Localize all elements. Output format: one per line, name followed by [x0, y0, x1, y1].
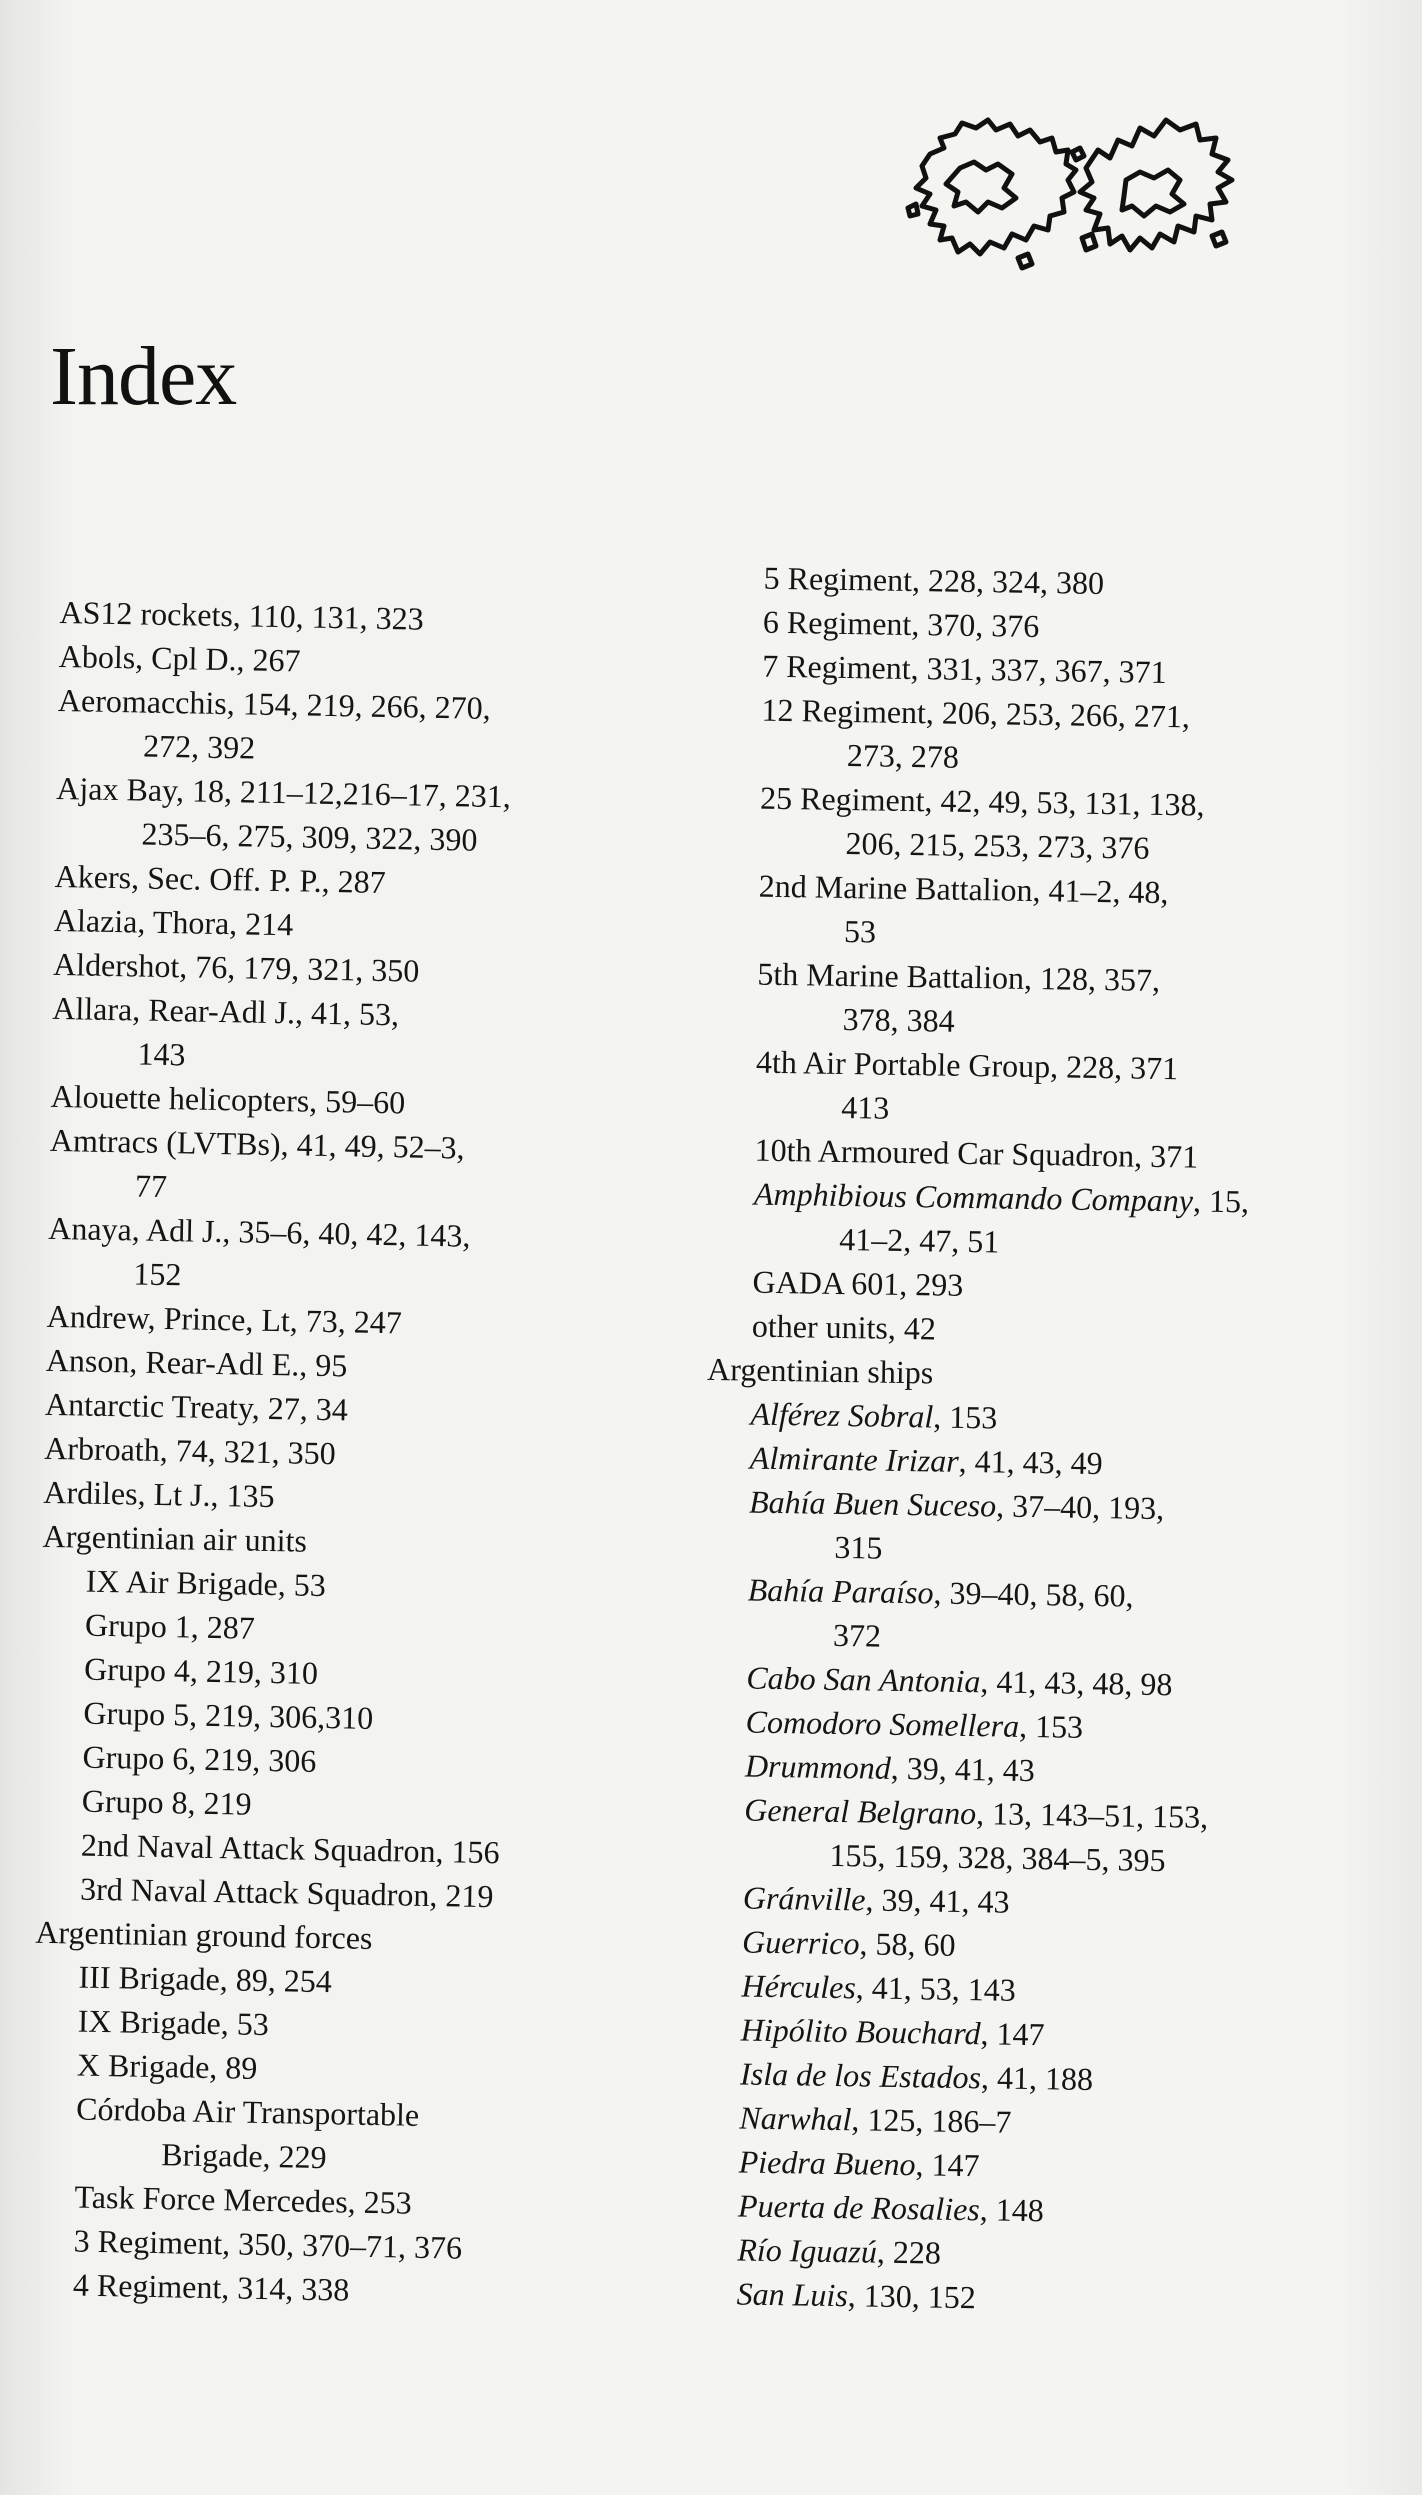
- entry-text: 25 Regiment, 42, 49, 53, 131, 138,: [759, 779, 1205, 823]
- index-entry: [49, 1118, 513, 1214]
- entry-text: Allara, Rear-Adl J., 41, 53,: [52, 989, 400, 1033]
- entry-italic-name: Narwhal: [739, 2099, 852, 2138]
- entry-text: 3 Regiment, 350, 370–71, 376: [73, 2222, 463, 2266]
- entry-text: Grupo 4, 219, 310: [83, 1650, 319, 1691]
- entry-italic-name: Piedra Bueno: [738, 2143, 916, 2183]
- entry-text: , 130, 152: [847, 2277, 977, 2316]
- index-entry: [741, 1964, 1237, 2016]
- entry-text: 41–2, 47, 51: [838, 1220, 1000, 1260]
- index-entry: [51, 986, 515, 1082]
- entry-text: Argentinian ground forces: [35, 1913, 373, 1956]
- entry-text: Argentinian ships: [706, 1350, 934, 1391]
- entry-text: Antarctic Treaty, 27, 34: [44, 1385, 349, 1428]
- entry-text: , 39, 41, 43: [865, 1881, 1010, 1920]
- index-entry: [740, 2052, 1236, 2104]
- entry-text: , 39, 41, 43: [890, 1749, 1036, 1789]
- entry-italic-name: Puerta de Rosalies: [737, 2187, 981, 2228]
- entry-text: 3rd Naval Attack Squadron, 219: [79, 1870, 494, 1915]
- entry-text: 378, 384: [842, 1000, 955, 1039]
- index-entry: [756, 952, 1252, 1048]
- entry-text: , 15,: [1192, 1182, 1250, 1220]
- entry-text: 5th Marine Battalion, 128, 357,: [757, 955, 1161, 998]
- entry-italic-name: Bahía Paraíso: [747, 1571, 934, 1611]
- entry-text: Aeromacchis, 154, 219, 266, 270,: [57, 681, 492, 726]
- index-entry: [745, 1744, 1241, 1796]
- entry-text: 413: [841, 1088, 890, 1126]
- page-title: Index: [50, 330, 237, 423]
- entry-text: 5 Regiment, 228, 324, 380: [763, 559, 1105, 602]
- entry-text: , 13, 143–51, 153,: [975, 1795, 1209, 1835]
- index-entry: [763, 556, 1259, 608]
- entry-italic-name: Gránville: [742, 1879, 866, 1918]
- entry-text: 143: [137, 1035, 186, 1073]
- entry-italic-name: Hipólito Bouchard: [740, 2011, 981, 2052]
- entry-text: Ajax Bay, 18, 211–12,216–17, 231,: [56, 769, 512, 815]
- index-entry: [31, 2086, 495, 2182]
- entry-text: , 58, 60: [859, 1925, 956, 1963]
- entry-text: IX Air Brigade, 53: [85, 1562, 327, 1604]
- entry-text: 4 Regiment, 314, 338: [72, 2266, 350, 2308]
- entry-italic-name: Alférez Sobral: [750, 1395, 934, 1435]
- entry-text: 53: [843, 912, 877, 950]
- entry-text: 235–6, 275, 309, 322, 390: [141, 815, 478, 858]
- index-entry: [752, 1260, 1248, 1312]
- entry-text: Alazia, Thora, 214: [53, 901, 294, 943]
- entry-text: , 147: [980, 2015, 1045, 2053]
- entry-text: AS12 rockets, 110, 131, 323: [59, 593, 424, 637]
- entry-text: Grupo 8, 219: [81, 1782, 252, 1822]
- index-entry: [759, 776, 1255, 872]
- entry-italic-name: Amphibious Commando Company: [753, 1175, 1194, 1219]
- index-entry: [758, 864, 1254, 960]
- index-entry: [763, 600, 1259, 652]
- entry-italic-name: Almirante Irizar: [749, 1439, 959, 1479]
- index-column-right: [692, 555, 1259, 2323]
- index-entry: [762, 644, 1258, 696]
- index-entry: [57, 678, 521, 774]
- entry-italic-name: Guerrico: [741, 1923, 860, 1962]
- entry-text: 155, 159, 328, 384–5, 395: [829, 1836, 1166, 1879]
- entry-italic-name: Bahía Buen Suceso: [748, 1483, 997, 1524]
- index-entry: [746, 1656, 1242, 1708]
- index-entry: [736, 2271, 1232, 2323]
- index-entry: [761, 688, 1257, 784]
- index-entry: [752, 1304, 1248, 1356]
- entry-text: , 125, 186–7: [851, 2101, 1012, 2140]
- entry-italic-name: Comodoro Somellera: [745, 1703, 1020, 1744]
- index-entry: [739, 2096, 1235, 2148]
- entry-text: other units, 42: [751, 1307, 937, 1347]
- entry-text: Grupo 6, 219, 306: [82, 1738, 317, 1779]
- entry-text: Amtracs (LVTBs), 41, 49, 52–3,: [49, 1121, 465, 1166]
- entry-text: Anaya, Adl J., 35–6, 40, 42, 143,: [47, 1209, 471, 1254]
- entry-text: 206, 215, 253, 273, 376: [845, 825, 1150, 866]
- index-entry: [737, 2227, 1233, 2279]
- index-entry: [55, 766, 519, 862]
- entry-text: , 148: [979, 2191, 1045, 2229]
- index-entry: [750, 1392, 1246, 1444]
- index-entry: [748, 1480, 1244, 1576]
- entry-text: Grupo 5, 219, 306,310: [83, 1694, 374, 1736]
- entry-text: 2nd Marine Battalion, 41–2, 48,: [758, 867, 1169, 911]
- index-entry: [740, 2008, 1236, 2060]
- entry-text: Arbroath, 74, 321, 350: [43, 1429, 337, 1472]
- entry-text: , 41, 53, 143: [855, 1969, 1017, 2008]
- entry-text: , 153: [1018, 1707, 1084, 1745]
- entry-text: 12 Regiment, 206, 253, 266, 271,: [761, 691, 1191, 735]
- entry-text: Córdoba Air Transportable: [75, 2090, 420, 2133]
- index-entry: [738, 2183, 1234, 2235]
- entry-text: 2nd Naval Attack Squadron, 156: [80, 1826, 500, 1871]
- entry-text: 7 Regiment, 331, 337, 367, 371: [761, 647, 1167, 691]
- entry-text: Brigade, 229: [161, 2136, 327, 2176]
- entry-text: , 147: [915, 2146, 980, 2184]
- entry-italic-name: General Belgrano: [744, 1791, 977, 1832]
- index-entry: [755, 1040, 1251, 1136]
- entry-italic-name: Isla de los Estados: [739, 2055, 982, 2096]
- index-entry: [753, 1172, 1249, 1268]
- index-entry: [743, 1876, 1239, 1928]
- entry-text: , 228: [876, 2233, 942, 2271]
- entry-text: , 41, 43, 48, 98: [980, 1663, 1173, 1703]
- entry-text: Akers, Sec. Off. P. P., 287: [54, 857, 387, 901]
- entry-text: Andrew, Prince, Lt, 73, 247: [46, 1297, 403, 1341]
- entry-text: 10th Armoured Car Squadron, 371: [754, 1131, 1199, 1175]
- entry-text: IX Brigade, 53: [77, 2002, 270, 2043]
- entry-text: Alouette helicopters, 59–60: [50, 1077, 406, 1121]
- entry-text: , 37–40, 193,: [995, 1487, 1165, 1527]
- entry-italic-name: Río Iguazú: [737, 2231, 878, 2270]
- entry-text: , 41, 188: [980, 2059, 1094, 2098]
- entry-text: , 41, 43, 49: [958, 1442, 1103, 1482]
- entry-text: Anson, Rear-Adl E., 95: [45, 1341, 348, 1384]
- entry-text: III Brigade, 89, 254: [78, 1958, 333, 2000]
- entry-text: 272, 392: [142, 727, 256, 766]
- entry-italic-name: Drummond: [744, 1747, 892, 1786]
- entry-text: 152: [133, 1255, 182, 1293]
- entry-text: Aldershot, 76, 179, 321, 350: [52, 945, 420, 989]
- entry-italic-name: San Luis: [736, 2275, 849, 2314]
- entry-text: Task Force Mercedes, 253: [74, 2178, 413, 2221]
- index-entry: [738, 2139, 1234, 2191]
- entry-text: Grupo 1, 287: [84, 1606, 256, 1646]
- entry-text: , 153: [933, 1398, 998, 1436]
- index-entry: [29, 2262, 492, 2314]
- entry-text: X Brigade, 89: [76, 2046, 258, 2086]
- entry-text: 273, 278: [846, 737, 960, 775]
- index-entry: [743, 1788, 1239, 1884]
- entry-text: , 39–40, 58, 60,: [933, 1574, 1134, 1614]
- index-entry: [745, 1700, 1241, 1752]
- entry-text: Abols, Cpl D., 267: [58, 637, 301, 679]
- entry-text: 77: [134, 1167, 168, 1205]
- entry-text: 6 Regiment, 370, 376: [762, 603, 1040, 645]
- index-entry: [747, 1568, 1243, 1664]
- entry-text: 372: [832, 1616, 882, 1654]
- entry-text: Argentinian air units: [42, 1517, 308, 1559]
- entry-text: 315: [834, 1528, 883, 1566]
- entry-text: Ardiles, Lt J., 135: [43, 1473, 275, 1515]
- index-entry: [47, 1206, 511, 1302]
- index-entry: [754, 1128, 1250, 1180]
- index-entry: [742, 1920, 1238, 1972]
- index-column-left: [29, 590, 523, 2314]
- entry-italic-name: Hércules: [741, 1967, 857, 2006]
- entry-text: GADA 601, 293: [752, 1263, 964, 1303]
- entry-text: 4th Air Portable Group, 228, 371: [755, 1043, 1179, 1087]
- entry-italic-name: Cabo San Antonia: [746, 1659, 981, 1700]
- falkland-islands-map-icon: [900, 108, 1245, 283]
- index-entry: [749, 1436, 1245, 1488]
